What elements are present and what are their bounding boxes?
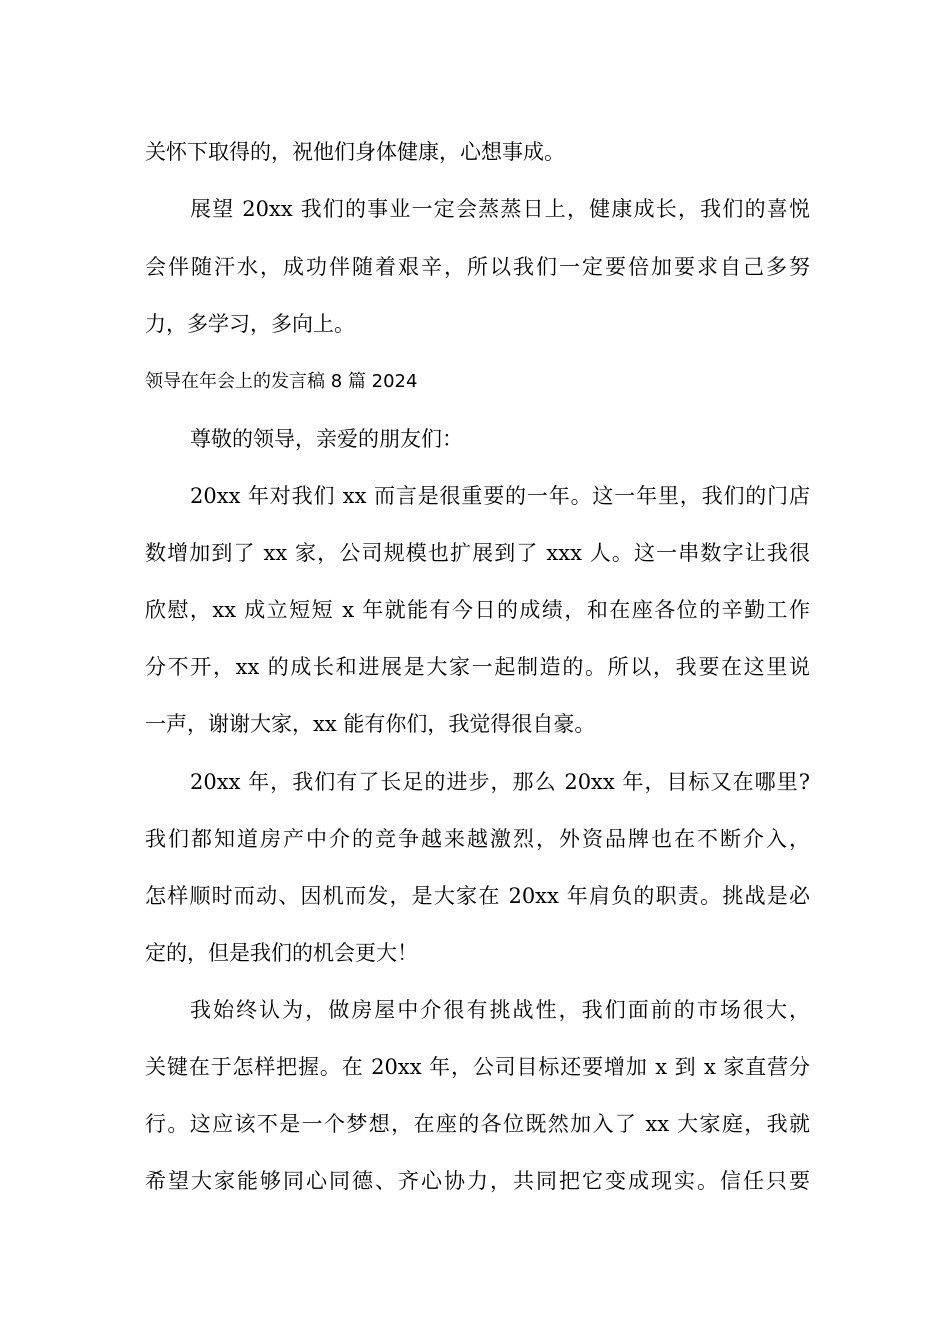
- section-heading: 领导在年会上的发言稿 8 篇 2024: [145, 371, 418, 392]
- paragraph-line: 20xx 年，我们有了长足的进步，那么 20xx 年，目标又在哪里?: [190, 770, 810, 794]
- salutation-line: 尊敬的领导，亲爱的朋友们：: [190, 427, 463, 451]
- paragraph-line: 我们都知道房产中介的竞争越来越激烈，外资品牌也在不断介入，: [145, 827, 810, 851]
- paragraph-line: 定的，但是我们的机会更大！: [145, 941, 418, 965]
- paragraph-line: 20xx 年对我们 xx 而言是很重要的一年。这一年里，我们的门店: [190, 484, 810, 508]
- paragraph-line: 数增加到了 xx 家，公司规模也扩展到了 xxx 人。这一串数字让我很: [145, 541, 810, 565]
- paragraph-line: 怎样顺时而动、因机而发，是大家在 20xx 年肩负的职责。挑战是必: [145, 884, 810, 908]
- paragraph-line: 力，多学习，多向上。: [145, 312, 355, 336]
- paragraph-line: 展望 20xx 我们的事业一定会蒸蒸日上，健康成长，我们的喜悦: [190, 197, 810, 221]
- paragraph-line: 关键在于怎样把握。在 20xx 年，公司目标还要增加 x 到 x 家直营分: [145, 1055, 810, 1079]
- paragraph-line: 希望大家能够同心同德、齐心协力，共同把它变成现实。信任只要: [145, 1169, 810, 1193]
- paragraph-line: 行。这应该不是一个梦想，在座的各位既然加入了 xx 大家庭，我就: [145, 1112, 810, 1136]
- paragraph-line: 我始终认为，做房屋中介很有挑战性，我们面前的市场很大，: [190, 998, 810, 1022]
- paragraph-line: 关怀下取得的，祝他们身体健康，心想事成。: [145, 140, 565, 164]
- paragraph-line: 分不开，xx 的成长和进展是大家一起制造的。所以，我要在这里说: [145, 655, 810, 679]
- paragraph-line: 欣慰，xx 成立短短 x 年就能有今日的成绩，和在座各位的辛勤工作: [145, 598, 810, 622]
- paragraph-line: 会伴随汗水，成功伴随着艰辛，所以我们一定要倍加要求自己多努: [145, 255, 810, 279]
- paragraph-line: 一声，谢谢大家，xx 能有你们，我觉得很自豪。: [145, 712, 596, 736]
